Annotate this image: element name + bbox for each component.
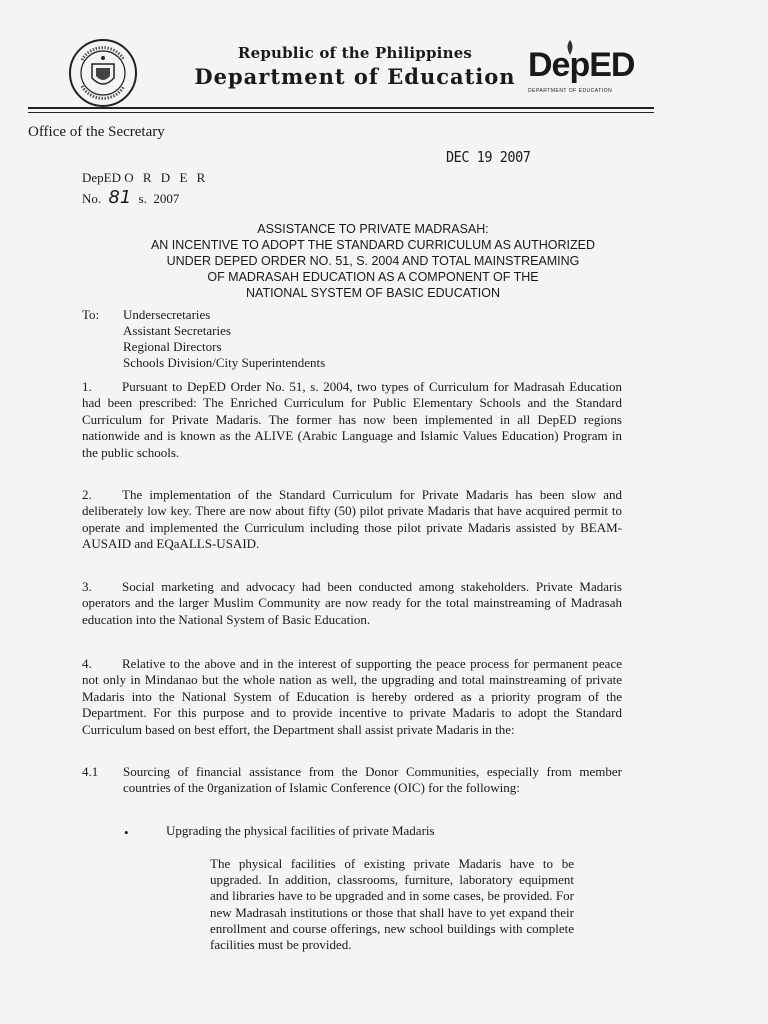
order-no-label: No.: [82, 191, 102, 206]
item-number: 4.1: [82, 764, 99, 779]
bullet-text: Upgrading the physical facilities of private Madaris: [166, 823, 435, 838]
deped-logo: [528, 40, 635, 96]
paragraph-text: The implementation of the Standard Curriculum for Private Madaris has been slow and deliberately low key. There are now about fifty (50) pilot private Madaris that have acquired permit to operate and implemented the Curriculum including those pilot private Madaris assisted by BEAM-AUSAID and EQaALLS-USAID.: [82, 487, 622, 552]
sub-paragraph: The physical facilities of existing private Madaris have to be upgraded. In addition, classrooms, furniture, laboratory equipment and libraries have to be upgraded and in some cases, be provided. For new Madrasah institutions or those that shall have to yet expand their enrollment and course offerings, new school buildings with complete facilities must be provided.: [210, 856, 574, 953]
letterhead-titles: [190, 44, 520, 89]
recipient-item: Regional Directors: [123, 339, 222, 354]
title-line: AN INCENTIVE TO ADOPT THE STANDARD CURRICULUM AS AUTHORIZED: [150, 238, 596, 252]
recipient-item: Undersecretaries: [123, 307, 211, 322]
paragraph-text: Pursuant to DepED Order No. 51, s. 2004, two types of Curriculum for Madrasah Education had been prescribed: The Enriched Curriculum for Public Elementary Schools and the Standard Curriculum for Private Madaris. The former has now been implemented in all DepED regions nationwide and is known as the ALIVE (Arabic Language and Islamic Values Education) Program in the public schools.: [82, 379, 622, 460]
paragraph-number: 2.: [82, 487, 92, 502]
header-rule-thin: [28, 112, 654, 113]
recipient-item: Assistant Secretaries: [123, 323, 231, 338]
recipient-list: [123, 307, 325, 371]
deped-seal-icon: [68, 38, 138, 108]
deped-logo-text: DepED: [528, 46, 635, 84]
title-line: NATIONAL SYSTEM OF BASIC EDUCATION: [246, 286, 500, 300]
order-series-label: s.: [138, 191, 147, 206]
bullet-icon: •: [124, 825, 129, 840]
paragraph-text: Relative to the above and in the interest of supporting the peace process for permanent peace not only in Mindanao but the whole nation as well, the upgrading and total mainstreaming of private Madaris into the National System of Education is hereby ordered as a priority program of the Department. For this purpose and to provide incentive to private Madaris to adopt the Standard Curriculum based on best effort, the Department shall assist private Madaris in the:: [82, 656, 622, 737]
order-title: [82, 221, 664, 301]
order-word: O R D E R: [124, 170, 209, 185]
paragraph-number: 4.: [82, 656, 92, 671]
deped-logo-tagline: DEPARTMENT OF EDUCATION: [528, 88, 613, 94]
header-rule-thick: [28, 107, 654, 109]
paragraph-4: [82, 656, 622, 738]
to-label: To:: [82, 307, 100, 322]
paragraph-number: 1.: [82, 379, 92, 394]
department-heading: Department of Education: [194, 64, 516, 89]
recipient-item: Schools Division/City Superintendents: [123, 355, 326, 370]
paragraph-text: Social marketing and advocacy had been conducted among stakeholders. Private Madaris operators and the larger Muslim Community are now ready for the total mainstreaming of Madrasah education into the National System of Basic Education.: [82, 579, 622, 627]
item-text: Sourcing of financial assistance from the Donor Communities, especially from member countries of the 0rganization of Islamic Conference (OIC) for the following:: [123, 764, 622, 795]
republic-heading: Republic of the Philippines: [237, 44, 473, 62]
paragraph-3: [82, 579, 622, 628]
order-number: 81: [108, 187, 132, 208]
paragraph-1: [82, 379, 622, 461]
order-year: 2007: [153, 191, 180, 206]
paragraph-number: 3.: [82, 579, 92, 594]
paragraph-2: [82, 487, 622, 553]
title-line: OF MADRASAH EDUCATION AS A COMPONENT OF THE: [207, 270, 539, 284]
office-label: Office of the Secretary: [28, 124, 165, 140]
title-line: UNDER DEPED ORDER NO. 51, S. 2004 AND TOTAL MAINSTREAMING: [166, 254, 580, 268]
title-line: ASSISTANCE TO PRIVATE MADRASAH:: [257, 222, 489, 236]
order-label: [82, 170, 208, 186]
order-number-line: [82, 187, 179, 208]
date-stamp: DEC 19 2007: [446, 148, 531, 166]
order-prefix: DepED: [82, 170, 121, 185]
